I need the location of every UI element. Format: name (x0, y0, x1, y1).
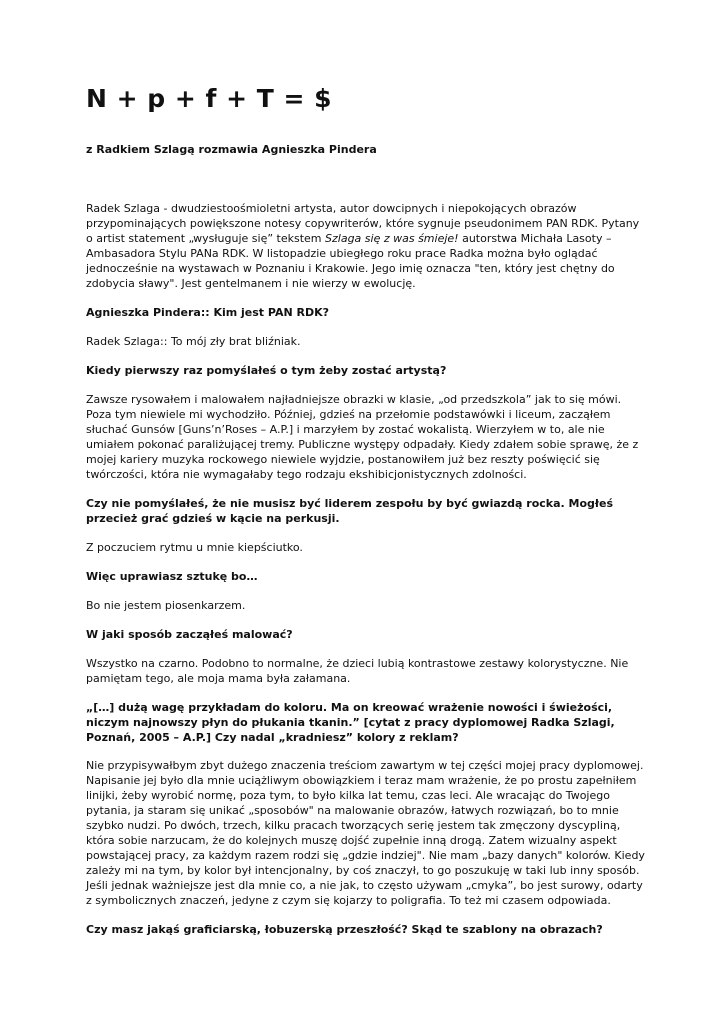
answer: Bo nie jestem piosenkarzem. (86, 599, 246, 612)
question: Czy masz jakąś graficiarską, łobuzerską przeszłość? Skąd te szablony na obrazach? (86, 923, 603, 936)
answer: Wszystko na czarno. Podobno to normalne, że dzieci lubią kontrastowe zestawy kolorystyczne. Nie pamiętam tego, ale moja mama była załamana. (86, 657, 629, 685)
question: Czy nie pomyślałeś, że nie musisz być liderem zespołu by być gwiazdą rocka. Mogłeś przecież grać gdzieś w kącie na perkusji. (86, 497, 614, 525)
question: Więc uprawiasz sztukę bo… (86, 570, 258, 583)
question: Agnieszka Pindera:: Kim jest PAN RDK? (86, 306, 329, 319)
document-title: N + p + f + T = $ (86, 84, 333, 113)
interview-body (86, 201, 646, 951)
answer: Nie przypisywałbym zbyt dużego znaczenia treściom zawartym w tej części mojej pracy dyplomowej. Napisanie jej było dla mnie uciążliwym obowiązkiem i teraz mam wrażenie, że po prostu zapełniłem linijki, żeby wyrobić normę, poza tym, to było kilka lat temu, czas leci. Ale wracając do Twojego pytania, ja staram się unikać „sposobów" na malowanie obrazów, łatwych rozwiązań, bo to mnie szybko nudzi. Po dwóch, trzech, kilku pracach tworzących serię jestem tak zmęczony dyscypliną, która sobie narzucam, że do kolejnych muszę dojść zupełnie inną drogą. Zatem wizualny aspekt powstającej pracy, za każdym razem rodzi się „gdzie indziej". Nie mam „bazy danych" kolorów. Kiedy zależy mi na tym, by kolor był intencjonalny, by coś znaczył, to go poszukuję w taki lub inny sposób. Jeśli jednak ważniejsze jest dla mnie co, a nie jak, to często używam „cmyka”, bo jest surowy, odarty z symbolicznych znaczeń, jedyne z czym się kojarzy to poligrafia. To też mi czasem odpowiada. (86, 759, 645, 907)
question: Kiedy pierwszy raz pomyślałeś o tym żeby zostać artystą? (86, 364, 447, 377)
intro-paragraph: Radek Szlaga - dwudziestoośmioletni artysta, autor dowcipnych i niepokojących obrazów przypominających powiększone notesy copywriterów, które sygnuje pseudonimem PAN RDK. Pytany o artist statement „wysługuje się” tekstem Szlaga się z was śmieje! autorstwa Michała Lasoty – Ambasadora Stylu PANa RDK. W listopadzie ubiegłego roku prace Radka można było oglądać jednocześnie na wystawach w Poznaniu i Krakowie. Jego imię oznacza "ten, który jest chętny do zdobycia sławy". Jest gentelmanem i nie wierzy w ewolucję. (86, 202, 640, 290)
question: W jaki sposób zacząłeś malować? (86, 628, 293, 641)
quoted-title: Szlaga się z was śmieje! (325, 232, 459, 245)
byline: z Radkiem Szlagą rozmawia Agnieszka Pindera (86, 143, 377, 156)
answer: Radek Szlaga:: To mój zły brat bliźniak. (86, 335, 301, 348)
answer: Zawsze rysowałem i malowałem najładniejsze obrazki w klasie, „od przedszkola” jak to się mówi. Poza tym niewiele mi wychodziło. Później, gdzieś na przełomie podstawówki i liceum, zacząłem słuchać Gunsów [Guns’n’Roses – A.P.] i marzyłem by zostać wokalistą. Wierzyłem w to, ale nie umiałem pokonać paraliżującej tremy. Publiczne występy odpadały. Kiedy zdałem sobie sprawę, że z mojej kariery muzyka rockowego niewiele wyjdzie, postanowiłem już bez reszty poświęcić się twórczości, która nie wymagałaby tego rodzaju ekshibicjonistycznych zdolności. (86, 393, 639, 481)
question: „[…] dużą wagę przykładam do koloru. Ma on kreować wrażenie nowości i świeżości, niczym najnowszy płyn do płukania tkanin.” [cytat z pracy dyplomowej Radka Szlagi, Poznań, 2005 – A.P.] Czy nadal „kradniesz” kolory z reklam? (86, 701, 615, 744)
answer: Z poczuciem rytmu u mnie kiepściutko. (86, 541, 303, 554)
